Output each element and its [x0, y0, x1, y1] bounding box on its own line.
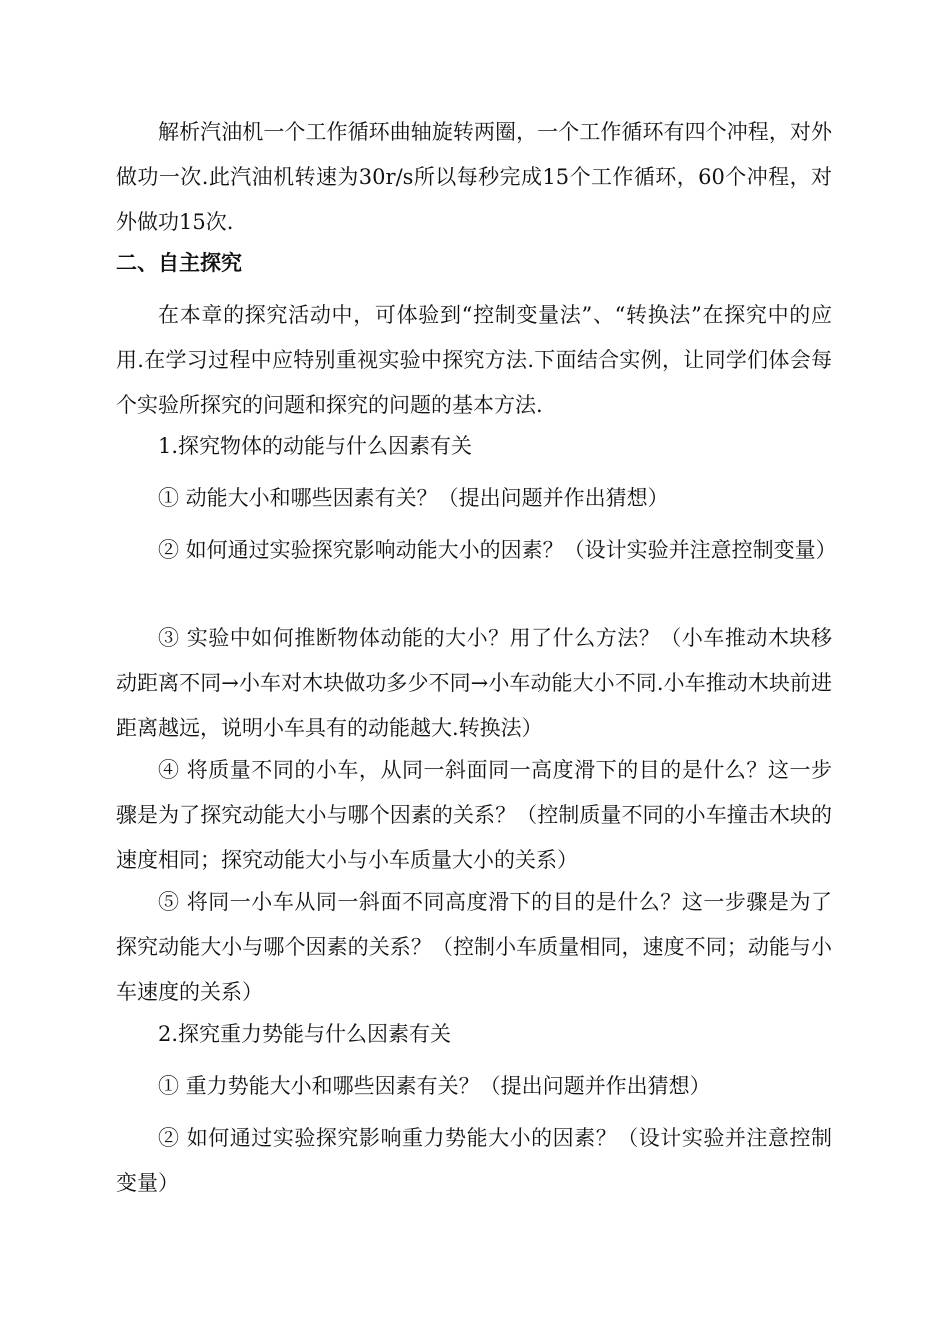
analysis-text: 解析汽油机一个工作循环曲轴旋转两圈，一个工作循环有四个冲程，对外做功一次.此汽油机转速为30r/s所以每秒完成15个工作循环，60个冲程，对外做功15次. — [116, 120, 832, 234]
section-heading — [116, 241, 832, 286]
item-2-2 — [116, 1116, 832, 1206]
item-1-1 — [116, 476, 832, 521]
item-1-2-text: ② 如何通过实验探究影响动能大小的因素？（设计实验并注意控制变量） — [158, 538, 837, 562]
item-2-2-text: ② 如何通过实验探究影响重力势能大小的因素？（设计实验并注意控制变量） — [116, 1126, 832, 1195]
item-1-1-text: ① 动能大小和哪些因素有关？（提出问题并作出猜想） — [158, 486, 669, 510]
subsection-1-title — [116, 424, 832, 469]
intro-text: 在本章的探究活动中，可体验到“控制变量法”、“转换法”在探究中的应用.在学习过程中应特别重视实验中探究方法.下面结合实例，让同学们体会每个实验所探究的问题和探究的问题的基本方法. — [116, 303, 832, 417]
item-1-5 — [116, 880, 832, 1015]
section-heading-text: 二、自主探究 — [116, 251, 242, 275]
item-1-4-text: ④ 将质量不同的小车，从同一斜面同一高度滑下的目的是什么？这一步骤是为了探究动能大小与哪个因素的关系？（控制质量不同的小车撞击木块的速度相同；探究动能大小与小车质量大小的关系） — [116, 758, 832, 872]
item-1-2 — [116, 528, 837, 573]
item-2-1-text: ① 重力势能大小和哪些因素有关？（提出问题并作出猜想） — [158, 1074, 711, 1098]
subsection-2-title-text: 2.探究重力势能与什么因素有关 — [158, 1022, 452, 1046]
subsection-2-title — [116, 1012, 832, 1057]
paragraph-intro — [116, 293, 832, 428]
item-1-3-text: ③ 实验中如何推断物体动能的大小？用了什么方法？（小车推动木块移动距离不同→小车对木块做功多少不同→小车动能大小不同.小车推动木块前进距离越远，说明小车具有的动能越大.转换法） — [116, 626, 832, 740]
item-2-1 — [116, 1064, 832, 1109]
subsection-1-title-text: 1.探究物体的动能与什么因素有关 — [158, 434, 473, 458]
paragraph-analysis — [116, 110, 832, 245]
item-1-4 — [116, 748, 832, 883]
item-1-5-text: ⑤ 将同一小车从同一斜面不同高度滑下的目的是什么？这一步骤是为了探究动能大小与哪个因素的关系？（控制小车质量相同，速度不同；动能与小车速度的关系） — [116, 890, 832, 1004]
item-1-3 — [116, 616, 832, 751]
